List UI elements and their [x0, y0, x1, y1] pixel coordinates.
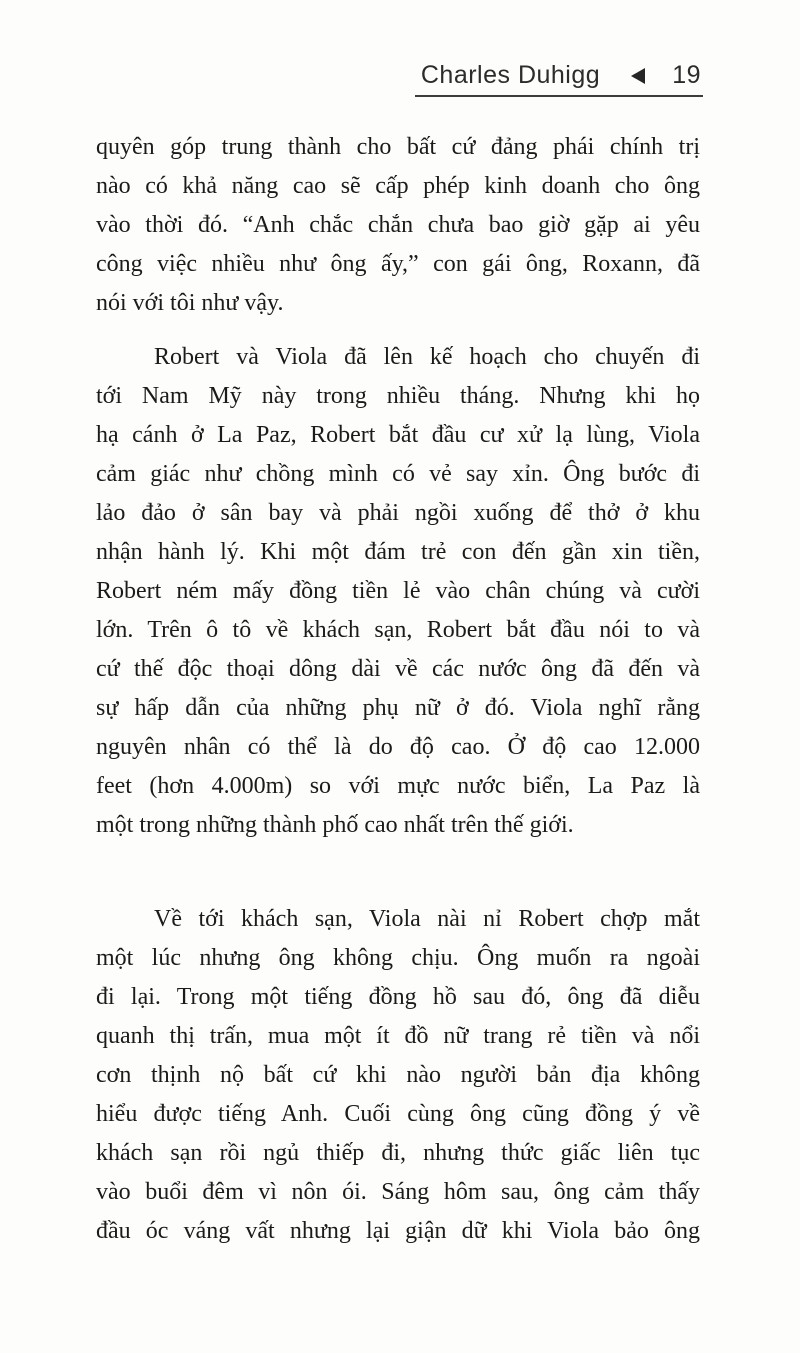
text-line: lớn. Trên ô tô về khách sạn, Robert bắt đầu nói to và: [96, 617, 700, 643]
text-line: vào buổi đêm vì nôn ói. Sáng hôm sau, ông cảm thấy: [96, 1179, 700, 1205]
text-line: nhận hành lý. Khi một đám trẻ con đến gần xin tiền,: [96, 539, 700, 565]
running-head-author: Charles Duhigg: [420, 61, 601, 89]
text-line: sự hấp dẫn của những phụ nữ ở đó. Viola nghĩ rằng: [96, 695, 700, 721]
text-line: cứ thế độc thoại dông dài về các nước ông đã đến và: [96, 656, 700, 682]
text-line: nguyên nhân có thể là do độ cao. Ở độ cao 12.000: [96, 734, 700, 760]
text-line: lảo đảo ở sân bay và phải ngồi xuống để thở ở khu: [96, 500, 700, 526]
text-line: tới Nam Mỹ này trong nhiều tháng. Nhưng khi họ: [96, 383, 700, 409]
text-line: quanh thị trấn, mua một ít đồ nữ trang rẻ tiền và nổi: [96, 1023, 700, 1049]
text-line: Về tới khách sạn, Viola nài nỉ Robert chợp mắt: [154, 906, 700, 932]
text-line: cơn thịnh nộ bất cứ khi nào người bản địa không: [96, 1062, 700, 1088]
page-number: 19: [672, 61, 701, 89]
text-line: quyên góp trung thành cho bất cứ đảng phái chính trị: [96, 134, 700, 160]
text-line: khách sạn rồi ngủ thiếp đi, nhưng thức giấc liên tục: [96, 1140, 700, 1166]
text-line: một lúc nhưng ông không chịu. Ông muốn ra ngoài: [96, 945, 700, 971]
text-line: một trong những thành phố cao nhất trên thế giới.: [96, 812, 574, 838]
text-line: đi lại. Trong một tiếng đồng hồ sau đó, ông đã diễu: [96, 984, 700, 1010]
text-line: Robert và Viola đã lên kế hoạch cho chuyến đi: [154, 344, 700, 370]
text-line: đầu óc váng vất nhưng lại giận dữ khi Viola bảo ông: [96, 1218, 700, 1244]
page-body: [96, 128, 700, 1251]
text-line: nào có khả năng cao sẽ cấp phép kinh doanh cho ông: [96, 173, 700, 199]
text-line: nói với tôi như vậy.: [96, 290, 284, 316]
paragraph: [96, 338, 700, 845]
paragraph: [96, 900, 700, 1251]
text-line: cảm giác như chồng mình có vẻ say xỉn. Ông bước đi: [96, 461, 700, 487]
text-line: hạ cánh ở La Paz, Robert bắt đầu cư xử lạ lùng, Viola: [96, 422, 700, 448]
text-line: Robert ném mấy đồng tiền lẻ vào chân chúng và cười: [96, 578, 700, 604]
page-header: [415, 61, 703, 97]
paragraph: [96, 128, 700, 323]
text-line: feet (hơn 4.000m) so với mực nước biển, La Paz là: [96, 773, 700, 799]
text-line: hiểu được tiếng Anh. Cuối cùng ông cũng đồng ý về: [96, 1101, 700, 1127]
text-line: vào thời đó. “Anh chắc chắn chưa bao giờ gặp ai yêu: [96, 212, 700, 238]
left-triangle-icon: [631, 68, 645, 84]
text-line: công việc nhiều như ông ấy,” con gái ông, Roxann, đã: [96, 251, 700, 277]
